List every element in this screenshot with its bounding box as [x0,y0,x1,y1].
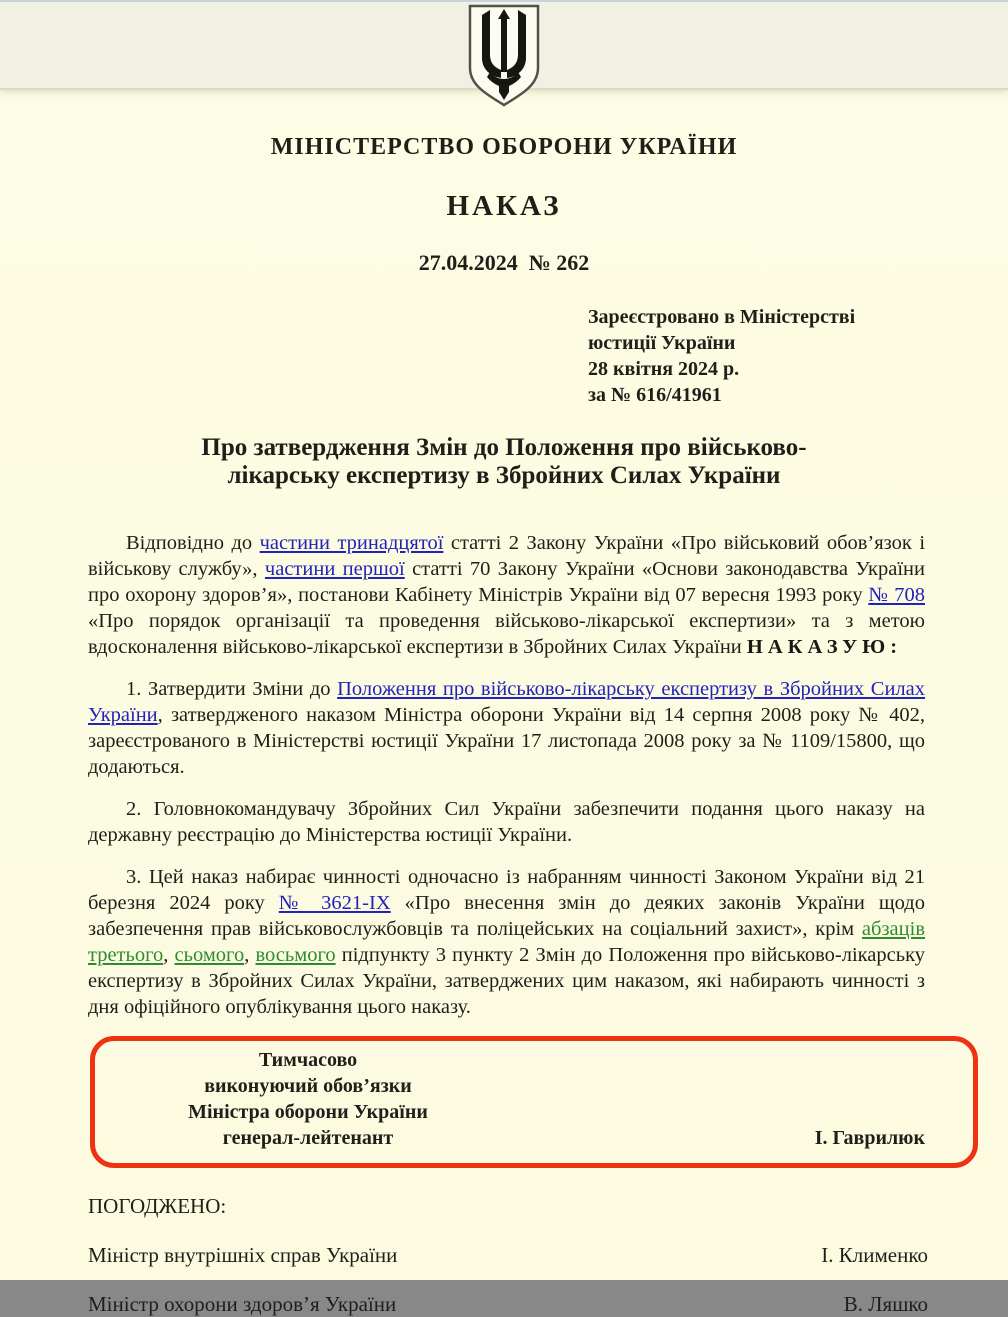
inline-link[interactable]: № 708 [868,584,925,606]
order-date-number: 27.04.2024 № 262 [418,250,590,275]
signatory-position [153,1047,463,1151]
registration-line: юстиції України [588,332,736,354]
inline-link[interactable]: частини першої [264,558,405,580]
document-title-line: Про затвердження Змін до Положення про військово- [201,434,807,461]
approved-row [88,1243,928,1268]
order-paragraphs [88,530,925,1020]
order-paragraph-2: 1. Затвердити Зміни до Положення про військово-лікарську експертизу в Збройних Силах України, затвердженого наказом Міністра оборони України від 14 серпня 2008 року № 402, зареєстрованого в Міністерстві юстиції України 17 листопада 2008 року за № 1109/15800, що додаються. [88,678,926,778]
document-title-line: лікарську експертизу в Збройних Силах України [227,462,781,489]
registration-line: Зареєстровано в Міністерстві [588,306,856,328]
approved-heading: ПОГОДЖЕНО: [88,1194,227,1218]
signatory-position-line: Міністра оборони України [188,1101,428,1123]
signatory-position-line: генерал-лейтенант [222,1127,394,1149]
approved-row [88,1292,928,1317]
signature-box [90,1036,978,1168]
approver-role: Міністр внутрішніх справ України [88,1243,398,1267]
order-paragraph-4: 3. Цей наказ набирає чинності одночасно із набранням чинності Законом України від 21 березня 2024 року № 3621-IX «Про внесення змін до деяких законів України щодо забезпечення прав військовослужбовців та поліцейських на соціальний захист», крім абзаців третього, сьомого, восьмого підпункту 3 пункту 2 Змін до Положення про військово-лікарську експертизу в Збройних Силах України, затверджених цим наказом, які набирають чинності з дня офіційного опублікування цього наказу. [88,866,926,1018]
signatory-position-line: Тимчасово [258,1049,358,1071]
approver-name: В. Ляшко [843,1292,928,1316]
inline-link[interactable]: абзаців третього [88,918,925,966]
signatory-name: І. Гаврилюк [814,1127,925,1149]
ministry-title: МІНІСТЕРСТВО ОБОРОНИ УКРАЇНИ [270,134,738,160]
ukraine-trident-shield-icon [463,4,545,110]
registration-line: 28 квітня 2024 р. [588,358,740,380]
order-paragraph-1: Відповідно до частини тринадцятої статті 2 Закону України «Про військовий обов’язок і військову службу», частини першої статті 70 Закону України «Основи законодавства України про охорону здоров’я», постанови Кабінету Міністрів України від 07 вересня 1993 року № 708 «Про порядок організації та проведення військово-лікарської експертизи» та з метою вдосконалення військово-лікарської експертизи в Збройних Силах України НАКАЗУЮ: [88,532,926,658]
inline-link[interactable]: восьмого [255,944,336,966]
order-heading: НАКАЗ [446,190,562,222]
inline-link[interactable]: сьомого [174,944,245,966]
order-keyword: НАКАЗУЮ: [746,636,903,658]
approver-name: І. Клименко [821,1243,928,1267]
order-paragraph-3: 2. Головнокомандувачу Збройних Сил України забезпечити подання цього наказу на державну реєстрацію до Міністерства юстиції України. [88,798,925,846]
registration-line: за № 616/41961 [588,384,722,406]
inline-link[interactable]: № 3621-IX [278,892,391,914]
registration-block [588,304,1008,408]
inline-link[interactable]: частини тринадцятої [259,532,444,554]
inline-link[interactable]: Положення про військово-лікарську експертизу в Збройних Силах України [88,678,926,726]
document-title [0,434,1008,490]
signatory-position-line: виконуючий обов’язки [204,1075,412,1097]
approver-role: Міністр охорони здоров’я України [88,1292,397,1316]
